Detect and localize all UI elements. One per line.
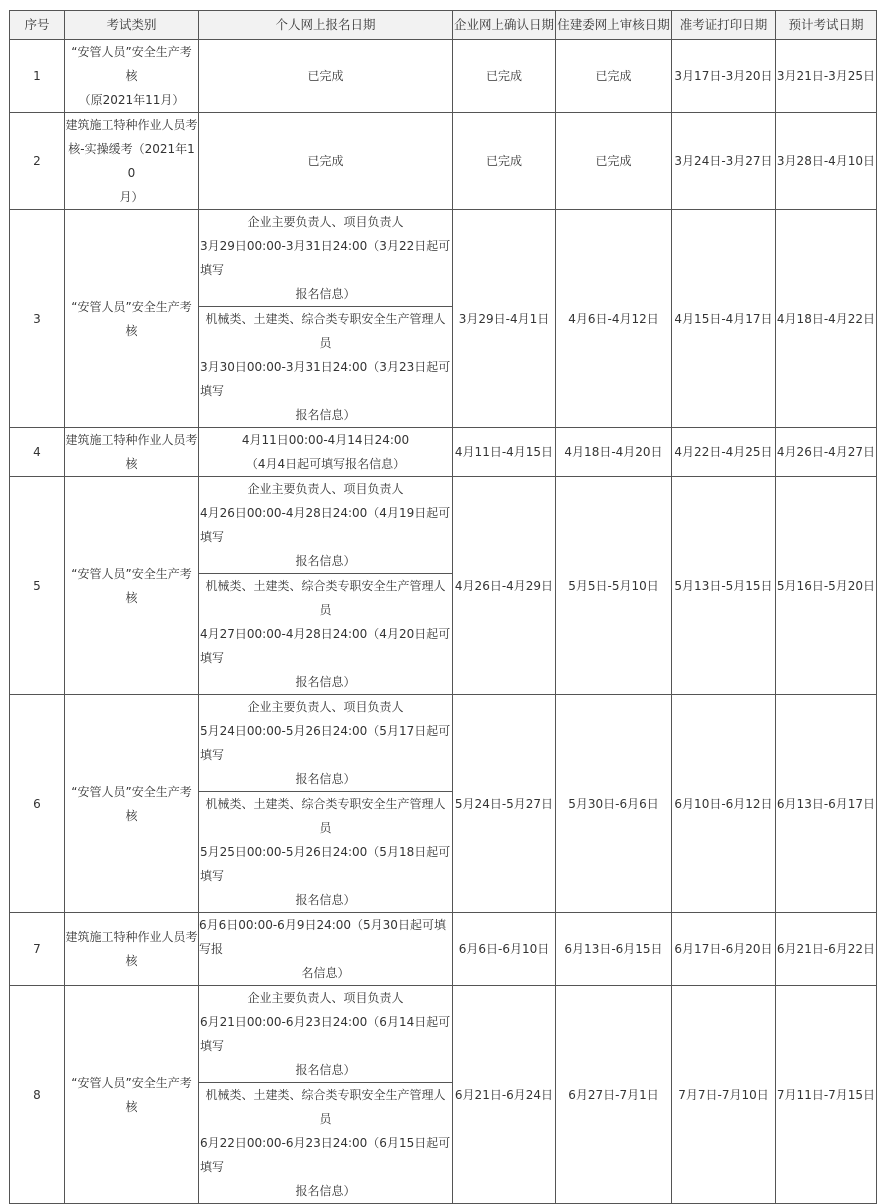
row-confirm: 5月24日-5月27日 [453, 695, 556, 913]
category-line: 核 [125, 1099, 138, 1114]
row-print: 7月7日-7月10日 [672, 986, 776, 1204]
category-line: “安管人员”安全生产考 [71, 566, 192, 581]
row-category [65, 913, 199, 986]
row-review: 5月5日-5月10日 [556, 477, 672, 695]
row-no: 8 [10, 986, 65, 1204]
table-row [10, 210, 877, 428]
row-review: 6月27日-7月1日 [556, 986, 672, 1204]
registration-line: （4月4日起可填写报名信息） [245, 457, 406, 471]
registration-line: 3月29日00:00-3月31日24:00（3月22日起可填写 [200, 239, 451, 277]
row-confirm: 已完成 [453, 113, 556, 210]
row-registration: 已完成 [199, 40, 453, 113]
row-category [65, 695, 199, 913]
row-exam: 7月11日-7月15日 [776, 986, 877, 1204]
row-no: 4 [10, 428, 65, 477]
registration-line: 企业主要负责人、项目负责人 [247, 700, 404, 714]
registration-line: 6月21日00:00-6月23日24:00（6月14日起可填写 [200, 1015, 451, 1053]
row-confirm: 6月21日-6月24日 [453, 986, 556, 1204]
row-print: 3月24日-3月27日 [672, 113, 776, 210]
row-print: 6月17日-6月20日 [672, 913, 776, 986]
row-category [65, 986, 199, 1204]
row-registration [199, 695, 453, 913]
category-line: “安管人员”安全生产考 [71, 784, 192, 799]
registration-line: 企业主要负责人、项目负责人 [247, 482, 404, 496]
registration-line: 企业主要负责人、项目负责人 [247, 215, 404, 229]
registration-line: 企业主要负责人、项目负责人 [247, 991, 404, 1005]
registration-line: 机械类、土建类、综合类专职安全生产管理人员 [205, 1088, 446, 1126]
row-registration [199, 913, 453, 986]
table-row [10, 913, 877, 986]
row-exam: 6月13日-6月17日 [776, 695, 877, 913]
row-exam: 3月28日-4月10日 [776, 113, 877, 210]
row-no: 1 [10, 40, 65, 113]
category-line: 月） [119, 190, 144, 204]
table-row [10, 113, 877, 210]
row-confirm: 3月29日-4月1日 [453, 210, 556, 428]
row-category [65, 477, 199, 695]
registration-line: 报名信息） [295, 287, 356, 301]
exam-schedule-table [9, 10, 877, 1204]
category-line: “安管人员”安全生产考 [71, 299, 192, 314]
category-line: 核 [125, 590, 138, 605]
registration-line: 名信息） [301, 966, 350, 980]
header-company-confirm-date: 企业网上确认日期 [453, 11, 556, 40]
category-line: 建筑施工特种作业人员考 [65, 433, 198, 447]
category-line: 核 [125, 69, 138, 83]
table-row [10, 695, 877, 913]
row-confirm: 4月26日-4月29日 [453, 477, 556, 695]
registration-line: 4月27日00:00-4月28日24:00（4月20日起可填写 [200, 627, 451, 665]
row-registration [199, 428, 453, 477]
row-category [65, 210, 199, 428]
row-category [65, 113, 199, 210]
registration-line: 报名信息） [295, 1063, 356, 1077]
row-review: 4月18日-4月20日 [556, 428, 672, 477]
row-registration [199, 986, 453, 1204]
row-no: 2 [10, 113, 65, 210]
header-registration-date: 个人网上报名日期 [199, 11, 453, 40]
registration-group-leaders [199, 210, 452, 306]
registration-group-safety-managers [199, 573, 452, 694]
header-admission-print-date: 准考证打印日期 [672, 11, 776, 40]
category-line: 核 [125, 323, 138, 338]
category-line: 建筑施工特种作业人员考 [65, 118, 198, 132]
header-category: 考试类别 [65, 11, 199, 40]
row-no: 5 [10, 477, 65, 695]
registration-line: 报名信息） [295, 772, 356, 786]
category-line: 核 [125, 457, 138, 471]
category-line: “安管人员”安全生产考 [71, 45, 192, 59]
category-line: “安管人员”安全生产考 [71, 1075, 192, 1090]
row-no: 3 [10, 210, 65, 428]
row-print: 4月22日-4月25日 [672, 428, 776, 477]
row-exam: 3月21日-3月25日 [776, 40, 877, 113]
registration-group-safety-managers [199, 1082, 452, 1203]
header-no: 序号 [10, 11, 65, 40]
registration-group-leaders [199, 695, 452, 791]
registration-line: 5月25日00:00-5月26日24:00（5月18日起可填写 [200, 845, 451, 883]
row-category [65, 40, 199, 113]
row-no: 6 [10, 695, 65, 913]
row-no: 7 [10, 913, 65, 986]
row-print: 4月15日-4月17日 [672, 210, 776, 428]
registration-line: 6月22日00:00-6月23日24:00（6月15日起可填写 [200, 1136, 451, 1174]
row-confirm: 4月11日-4月15日 [453, 428, 556, 477]
registration-line: 报名信息） [295, 408, 356, 422]
category-line: 建筑施工特种作业人员考 [65, 930, 198, 944]
registration-line: 报名信息） [295, 554, 356, 568]
row-print: 6月10日-6月12日 [672, 695, 776, 913]
table-row [10, 40, 877, 113]
registration-line: 机械类、土建类、综合类专职安全生产管理人员 [205, 312, 446, 350]
row-confirm: 已完成 [453, 40, 556, 113]
row-exam: 4月26日-4月27日 [776, 428, 877, 477]
table-row [10, 986, 877, 1204]
header-exam-date: 预计考试日期 [776, 11, 877, 40]
category-line: 核 [125, 954, 138, 968]
registration-line: 5月24日00:00-5月26日24:00（5月17日起可填写 [200, 724, 451, 762]
registration-group-safety-managers [199, 306, 452, 427]
registration-line: 6月6日00:00-6月9日24:00（5月30日起可填写报 [199, 918, 446, 956]
registration-group-leaders [199, 986, 452, 1082]
row-review: 已完成 [556, 113, 672, 210]
row-review: 6月13日-6月15日 [556, 913, 672, 986]
registration-line: 报名信息） [295, 1184, 356, 1198]
row-review: 4月6日-4月12日 [556, 210, 672, 428]
registration-line: 机械类、土建类、综合类专职安全生产管理人员 [205, 797, 446, 835]
row-print: 3月17日-3月20日 [672, 40, 776, 113]
registration-line: 机械类、土建类、综合类专职安全生产管理人员 [205, 579, 446, 617]
registration-group-safety-managers [199, 791, 452, 912]
row-exam: 5月16日-5月20日 [776, 477, 877, 695]
registration-line: 4月11日00:00-4月14日24:00 [241, 433, 410, 447]
table-row [10, 428, 877, 477]
header-row [10, 11, 877, 40]
row-review: 已完成 [556, 40, 672, 113]
row-category [65, 428, 199, 477]
row-registration [199, 210, 453, 428]
category-line: 核 [125, 808, 138, 823]
registration-line: 3月30日00:00-3月31日24:00（3月23日起可填写 [200, 360, 451, 398]
row-registration: 已完成 [199, 113, 453, 210]
header-review-date: 住建委网上审核日期 [556, 11, 672, 40]
row-print: 5月13日-5月15日 [672, 477, 776, 695]
row-review: 5月30日-6月6日 [556, 695, 672, 913]
row-exam: 6月21日-6月22日 [776, 913, 877, 986]
registration-line: 报名信息） [295, 675, 356, 689]
registration-group-leaders [199, 477, 452, 573]
category-line: （原2021年11月） [78, 93, 185, 107]
row-exam: 4月18日-4月22日 [776, 210, 877, 428]
category-line: 核-实操缓考（2021年10 [68, 142, 195, 180]
registration-line: 报名信息） [295, 893, 356, 907]
registration-line: 4月26日00:00-4月28日24:00（4月19日起可填写 [200, 506, 451, 544]
row-registration [199, 477, 453, 695]
table-row [10, 477, 877, 695]
row-confirm: 6月6日-6月10日 [453, 913, 556, 986]
